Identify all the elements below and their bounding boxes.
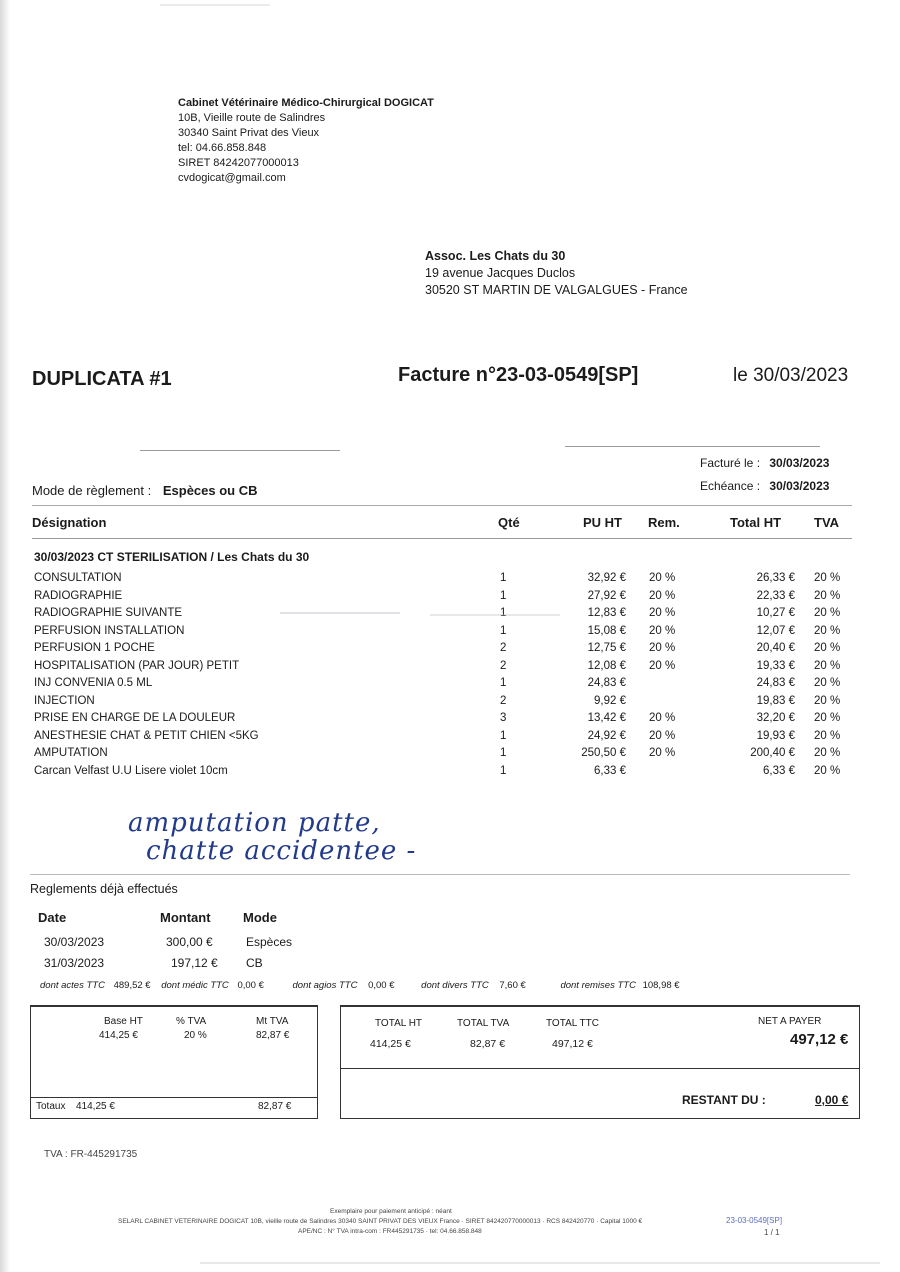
vat-totals-label: Totaux (36, 1101, 66, 1112)
cell-pu: 6,33 € (594, 764, 626, 777)
divider (140, 450, 340, 451)
cell-total: 19,93 € (756, 729, 795, 742)
col-header-designation: Désignation (32, 515, 107, 530)
sender-email: cvdogicat@gmail.com (178, 172, 286, 184)
sender-block (178, 96, 434, 186)
remises-value: 108,98 € (642, 980, 680, 991)
cell-qty: 1 (500, 677, 507, 689)
cell-tva: 20 % (814, 607, 841, 619)
table-row (0, 677, 900, 694)
cell-total: 6,33 € (763, 764, 795, 777)
sender-address-line-1: 10B, Vieille route de Salindres (178, 112, 326, 124)
cell-total: 20,40 € (756, 642, 795, 654)
col-header-total: Total HT (730, 515, 782, 530)
cell-pu: 24,92 € (587, 729, 626, 742)
remises-label: dont remises TTC (560, 980, 636, 991)
sender-siret: SIRET 84242077000013 (178, 157, 299, 169)
cell-rem: 20 % (649, 747, 676, 759)
totals-box-rule (340, 1068, 859, 1069)
handwritten-note-line-2: chatte accidentee - (146, 836, 417, 866)
scan-artifact (430, 614, 560, 616)
cell-designation: CONSULTATION (34, 572, 122, 584)
payment-amount: 197,12 € (171, 956, 218, 970)
cell-qty: 1 (500, 589, 507, 602)
cell-rem: 20 % (649, 624, 676, 637)
cell-designation: INJECTION (34, 694, 95, 707)
recipient-address-line-2: 30520 ST MARTIN DE VALGALGUES - France (425, 283, 688, 297)
cell-designation: ANESTHESIE CHAT & PETIT CHIEN <5KG (34, 729, 259, 742)
cell-designation: PRISE EN CHARGE DE LA DOULEUR (34, 712, 236, 724)
cell-rem: 20 % (649, 572, 676, 584)
actes-value: 489,52 € (113, 980, 151, 991)
sender-phone: tel: 04.66.858.848 (178, 142, 267, 154)
medic-value: 0,00 € (237, 980, 264, 991)
cell-designation: PERFUSION 1 POCHE (34, 642, 155, 654)
cell-qty: 1 (500, 729, 507, 742)
recipient-name: Assoc. Les Chats du 30 (425, 249, 566, 263)
table-top-rule (32, 505, 852, 506)
table-row (0, 660, 900, 677)
cell-total: 24,83 € (756, 677, 795, 689)
vat-base-value: 414,25 € (99, 1030, 138, 1041)
payment-date: 31/03/2023 (44, 956, 105, 970)
recipient-address-line-1: 19 avenue Jacques Duclos (425, 266, 576, 280)
payment-date: 30/03/2023 (44, 935, 105, 949)
scan-artifact (200, 1262, 880, 1264)
cell-rem: 20 % (649, 642, 676, 654)
agios-label: dont agios TTC (292, 980, 358, 991)
total-tva-label: TOTAL TVA (457, 1018, 510, 1029)
cell-qty: 1 (500, 607, 507, 619)
payments-title: Reglements déjà effectués (30, 882, 178, 896)
cell-designation: RADIOGRAPHIE SUIVANTE (34, 607, 183, 619)
cell-rem: 20 % (649, 712, 676, 724)
payments-header-date: Date (38, 910, 67, 925)
cell-tva: 20 % (814, 677, 841, 689)
footer-line-1: Exemplaire pour paiement anticipé : néant (330, 1208, 452, 1215)
due-date-label: Echéance : (700, 479, 761, 493)
cell-total: 19,33 € (756, 659, 795, 672)
total-ht-value: 414,25 € (370, 1038, 411, 1050)
cell-rem: 20 % (649, 589, 676, 602)
sender-name: Cabinet Vétérinaire Médico-Chirurgical DOGICAT (178, 97, 434, 109)
divers-label: dont divers TTC (421, 980, 489, 991)
cell-designation: PERFUSION INSTALLATION (34, 624, 185, 637)
cell-designation: INJ CONVENIA 0.5 ML (34, 677, 153, 689)
cell-total: 12,07 € (756, 624, 795, 637)
col-header-qty: Qté (498, 515, 520, 530)
cell-total: 26,33 € (756, 572, 795, 584)
cell-tva: 20 % (814, 659, 841, 672)
cell-qty: 1 (500, 747, 507, 759)
section-title: 30/03/2023 CT STERILISATION / Les Chats du 30 (34, 550, 310, 564)
cell-tva: 20 % (814, 747, 841, 759)
vat-header-base: Base HT (104, 1016, 143, 1027)
invoice-number: Facture n°23-03-0549[SP] (398, 364, 639, 386)
table-row (0, 625, 900, 642)
cell-rem: 20 % (649, 729, 676, 742)
cell-tva: 20 % (814, 572, 841, 584)
cell-pu: 32,92 € (587, 572, 626, 584)
table-row (0, 695, 900, 712)
vat-box-totals-rule (30, 1097, 317, 1098)
cell-tva: 20 % (814, 694, 841, 707)
cell-designation: AMPUTATION (34, 747, 108, 759)
cell-designation: Carcan Velfast U.U Lisere violet 10cm (34, 764, 228, 777)
table-row (0, 590, 900, 607)
vat-number: TVA : FR-445291735 (44, 1149, 138, 1160)
cell-qty: 1 (500, 572, 507, 584)
cell-pu: 13,42 € (587, 712, 626, 724)
cell-pu: 12,83 € (587, 607, 626, 619)
line-items (0, 572, 900, 782)
table-row (0, 747, 900, 764)
scan-artifact (160, 4, 270, 6)
payments-header-amount: Montant (160, 910, 211, 925)
vat-amount-value: 82,87 € (256, 1030, 290, 1041)
footer-invoice-ref: 23-03-0549[SP] (726, 1216, 783, 1225)
payment-method (32, 483, 258, 498)
cell-tva: 20 % (814, 642, 841, 654)
invoiced-on-value: 30/03/2023 (769, 456, 830, 470)
vat-box-top-rule (30, 1005, 317, 1007)
breakdown-line (40, 980, 680, 991)
medic-label: dont médic TTC (161, 980, 229, 991)
cell-total: 32,20 € (756, 712, 795, 724)
actes-label: dont actes TTC (40, 980, 105, 991)
cell-pu: 250,50 € (581, 747, 626, 759)
due-date (700, 479, 829, 493)
total-ttc-label: TOTAL TTC (546, 1018, 599, 1029)
cell-qty: 2 (500, 694, 507, 707)
cell-total: 22,33 € (756, 589, 795, 602)
vat-totals-amount: 82,87 € (258, 1101, 292, 1112)
vat-totals-base: 414,25 € (76, 1101, 115, 1112)
net-to-pay-value: 497,12 € (790, 1031, 849, 1048)
total-tva-value: 82,87 € (470, 1038, 506, 1050)
payment-method-value: Espèces ou CB (162, 483, 258, 498)
table-header-rule (32, 538, 852, 539)
recipient-block (425, 248, 688, 299)
cell-designation: HOSPITALISATION (PAR JOUR) PETIT (34, 659, 240, 672)
invoiced-on-label: Facturé le : (700, 456, 761, 470)
divers-value: 7,60 € (499, 980, 526, 991)
cell-total: 10,27 € (756, 607, 795, 619)
table-row (0, 712, 900, 729)
total-ttc-value: 497,12 € (552, 1038, 593, 1050)
payment-method-label: Mode de règlement : (32, 483, 152, 498)
cell-qty: 1 (500, 624, 507, 637)
total-ht-label: TOTAL HT (375, 1018, 423, 1029)
agios-value: 0,00 € (368, 980, 395, 991)
handwritten-note-line-1: amputation patte, (128, 808, 381, 838)
sender-address-line-2: 30340 Saint Privat des Vieux (178, 127, 320, 139)
vat-rate-value: 20 % (184, 1030, 207, 1041)
footer-line-2: SELARL CABINET VETERINAIRE DOGICAT 10B, vieille route de Salindres 30340 SAINT PRIVAT DES VIEUX France · SIRET 842420770000013 · RCS 842420770 · Capital 1000 € (118, 1218, 643, 1225)
cell-tva: 20 % (814, 729, 841, 742)
cell-tva: 20 % (814, 712, 841, 724)
divider (30, 874, 850, 875)
divider (565, 446, 820, 447)
cell-total: 200,40 € (750, 747, 795, 759)
scan-artifact (280, 612, 400, 614)
invoice-date: le 30/03/2023 (733, 365, 849, 386)
vat-header-amount: Mt TVA (256, 1016, 289, 1027)
col-header-tva: TVA (814, 515, 840, 530)
net-to-pay-label: NET A PAYER (758, 1016, 822, 1027)
cell-tva: 20 % (814, 764, 841, 777)
col-header-rem: Rem. (648, 515, 680, 530)
payments-header-mode: Mode (243, 910, 277, 925)
footer-line-3: APE/NC : N° TVA intra-com : FR445291735 · tel: 04.66.858.848 (298, 1228, 482, 1235)
payment-mode: Espèces (246, 935, 293, 949)
table-row (0, 642, 900, 659)
cell-qty: 3 (500, 712, 507, 724)
remaining-due-label: RESTANT DU : (682, 1093, 766, 1107)
invoiced-on (700, 456, 829, 470)
cell-tva: 20 % (814, 589, 841, 602)
remaining-due-value: 0,00 € (815, 1093, 849, 1107)
due-date-value: 30/03/2023 (769, 479, 830, 493)
cell-rem: 20 % (649, 607, 676, 619)
payment-amount: 300,00 € (166, 935, 213, 949)
cell-qty: 1 (500, 764, 507, 777)
cell-pu: 9,92 € (594, 694, 626, 707)
col-header-pu: PU HT (583, 515, 622, 530)
page-number: 1 / 1 (764, 1228, 780, 1237)
cell-qty: 2 (500, 659, 507, 672)
cell-pu: 12,75 € (587, 642, 626, 654)
cell-pu: 15,08 € (587, 624, 626, 637)
totals-box-top-rule (340, 1005, 859, 1007)
cell-pu: 27,92 € (587, 589, 626, 602)
cell-rem: 20 % (649, 659, 676, 672)
vat-header-rate: % TVA (176, 1016, 207, 1027)
cell-pu: 12,08 € (587, 659, 626, 672)
cell-designation: RADIOGRAPHIE (34, 589, 123, 602)
cell-total: 19,83 € (756, 694, 795, 707)
cell-tva: 20 % (814, 624, 841, 637)
table-row (0, 572, 900, 589)
table-row (0, 730, 900, 747)
cell-pu: 24,83 € (587, 677, 626, 689)
duplicata-title: DUPLICATA #1 (32, 368, 172, 390)
payment-mode: CB (246, 956, 263, 970)
cell-qty: 2 (500, 642, 507, 654)
table-row (0, 765, 900, 782)
